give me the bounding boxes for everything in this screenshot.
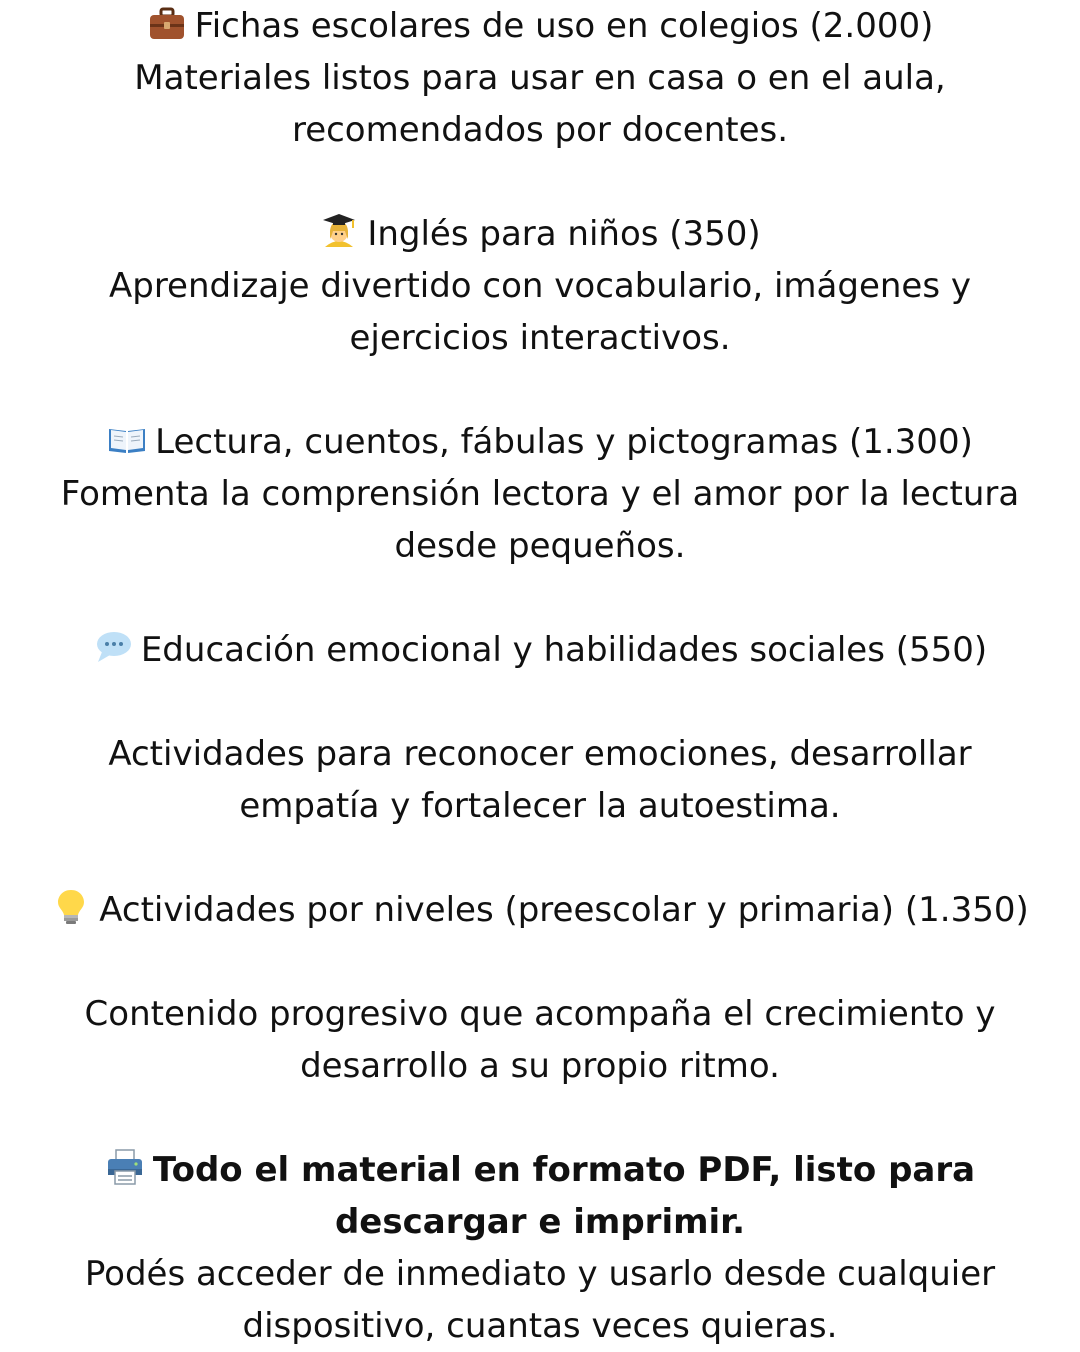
pdf-desc-1: Podés acceder de inmediato y usarlo desde cualquier [84,1254,996,1294]
fichas-title: Fichas escolares de uso en colegios (2.000) [194,6,934,46]
lectura-desc-1: Fomenta la comprensión lectora y el amor por la lectura [60,474,1020,514]
lectura-title: Lectura, cuentos, fábulas y pictogramas (1.300) [155,422,973,462]
ingles-title: Inglés para niños (350) [367,214,761,254]
printer-icon [105,1147,145,1187]
lectura-title-line [30,416,1050,468]
pdf-title-line-2: descargar e imprimir. [334,1202,746,1242]
pdf-title-1: Todo el material en formato PDF, listo para [152,1150,976,1190]
emocional-title: Educación emocional y habilidades sociales (550) [140,630,988,670]
emocional-title-line [30,624,1050,676]
open-book-icon [107,419,147,459]
light-bulb-icon [51,887,91,927]
speech-bubble-icon [93,627,133,667]
lectura-desc-2: desde pequeños. [394,526,686,566]
niveles-desc-2: desarrollo a su propio ritmo. [300,1046,780,1086]
pdf-desc-2: dispositivo, cuantas veces quieras. [242,1306,838,1346]
fichas-title-line [30,0,1050,52]
niveles-title: Actividades por niveles (preescolar y primaria) (1.350) [99,890,1029,930]
ingles-desc-1: Aprendizaje divertido con vocabulario, imágenes y [108,266,971,306]
ingles-desc-2: ejercicios interactivos. [349,318,731,358]
student-icon [319,211,359,251]
emocional-desc-2: empatía y fortalecer la autoestima. [239,786,841,826]
niveles-title-line [30,884,1050,936]
fichas-desc-1: Materiales listos para usar en casa o en el aula, [134,58,946,98]
briefcase-icon [147,3,187,43]
document-body [30,0,1050,1352]
niveles-desc-1: Contenido progresivo que acompaña el crecimiento y [84,994,996,1034]
pdf-title-line-1 [30,1144,1050,1196]
fichas-desc-2: recomendados por docentes. [291,110,789,150]
emocional-desc-1: Actividades para reconocer emociones, desarrollar [108,734,972,774]
ingles-title-line [30,208,1050,260]
